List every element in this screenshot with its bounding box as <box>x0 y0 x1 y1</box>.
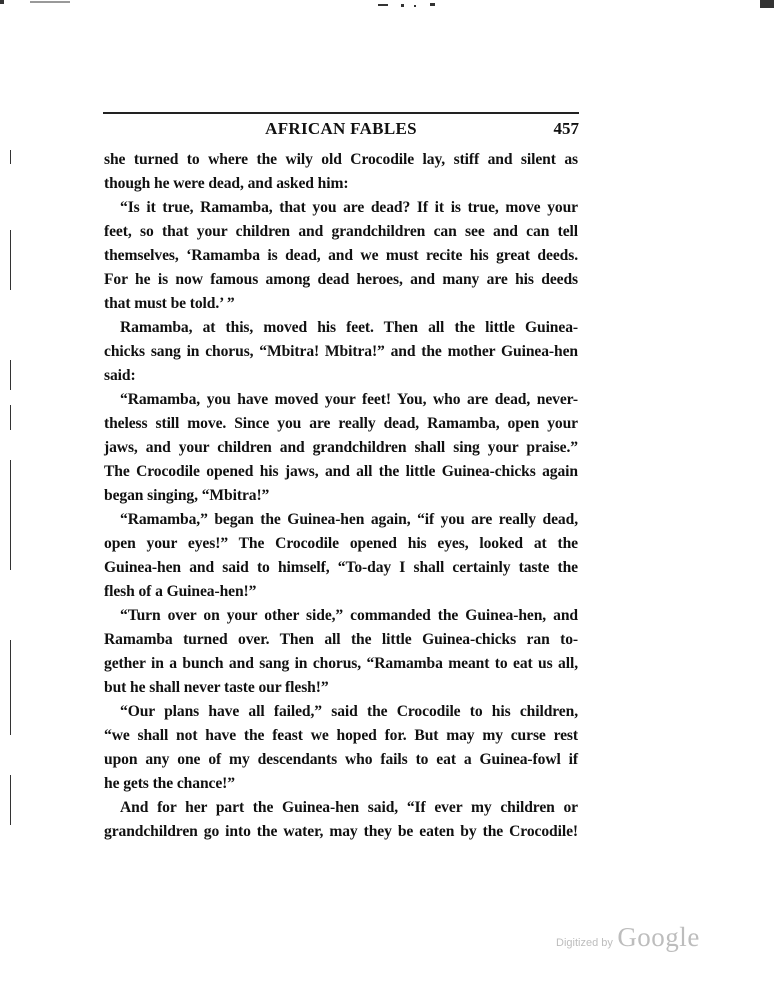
text-line: Guinea-hen and said to himself, “To-day I shall certainly taste the <box>104 559 578 576</box>
paragraph <box>104 796 578 844</box>
scan-artifact <box>0 0 4 4</box>
text-line: that must be told.’ ” <box>104 295 235 312</box>
text-line: “Turn over on your other side,” commanded the Guinea-hen, and <box>120 607 578 624</box>
scan-artifact <box>10 230 11 290</box>
text-line: jaws, and your children and grandchildren shall sing your praise.” <box>104 439 578 456</box>
text-line: theless still move. Since you are really dead, Ramamba, open your <box>104 415 578 432</box>
text-line: flesh of a Guinea-hen!” <box>104 583 257 600</box>
paragraph <box>104 508 578 604</box>
text-line: “Is it true, Ramamba, that you are dead? If it is true, move your <box>120 199 578 216</box>
paragraph <box>104 316 578 388</box>
scan-artifact <box>378 4 388 6</box>
text-line: “we shall not have the feast we hoped for. But may my curse rest <box>104 727 578 744</box>
paragraph <box>104 388 578 508</box>
scan-artifact <box>10 640 11 735</box>
text-line: he gets the chance!” <box>104 775 235 792</box>
text-line: grandchildren go into the water, may they be eaten by the Crocodile! <box>104 823 578 840</box>
text-line: open your eyes!” The Crocodile opened his eyes, looked at the <box>104 535 578 552</box>
watermark-prefix: Digitized by <box>556 937 613 949</box>
text-line: said: <box>104 367 136 384</box>
paragraph <box>104 148 578 196</box>
text-line: chicks sang in chorus, “Mbitra! Mbitra!” and the mother Guinea-hen <box>104 343 578 360</box>
text-line: For he is now famous among dead heroes, and many are his deeds <box>104 271 578 288</box>
scan-artifact <box>10 405 11 430</box>
text-line: Ramamba turned over. Then all the little Guinea-chicks ran to- <box>104 631 578 648</box>
text-line: themselves, ‘Ramamba is dead, and we must recite his great deeds. <box>104 247 578 264</box>
text-line: Ramamba, at this, moved his feet. Then all the little Guinea- <box>120 319 578 336</box>
scan-artifact <box>10 360 11 390</box>
paragraph <box>104 700 578 796</box>
page-body <box>104 148 578 844</box>
digitized-by-google-watermark <box>556 922 700 953</box>
scan-artifact <box>760 0 774 8</box>
text-line: The Crocodile opened his jaws, and all the little Guinea-chicks again <box>104 463 578 480</box>
page-number: 457 <box>553 119 579 138</box>
scan-artifact <box>10 460 11 570</box>
text-line: gether in a bunch and sang in chorus, “Ramamba meant to eat us all, <box>104 655 578 672</box>
text-line: but he shall never taste our flesh!” <box>104 679 329 696</box>
scan-artifact <box>30 1 70 3</box>
text-line: began singing, “Mbitra!” <box>104 487 270 504</box>
scan-artifact <box>401 4 404 7</box>
running-header <box>103 119 579 143</box>
text-line: “Ramamba,” began the Guinea-hen again, “if you are really dead, <box>120 511 578 528</box>
text-line: she turned to where the wily old Crocodile lay, stiff and silent as <box>104 151 578 168</box>
text-line: though he were dead, and asked him: <box>104 175 349 192</box>
scan-artifact <box>414 5 416 7</box>
text-line: feet, so that your children and grandchildren can see and can tell <box>104 223 578 240</box>
text-line: upon any one of my descendants who fails to eat a Guinea-fowl if <box>104 751 578 768</box>
text-line: “Ramamba, you have moved your feet! You, who are dead, never- <box>120 391 578 408</box>
paragraph <box>104 604 578 700</box>
scan-artifact <box>10 150 11 164</box>
scan-artifact <box>10 775 11 825</box>
text-line: And for her part the Guinea-hen said, “If ever my children or <box>120 799 578 816</box>
scan-artifact <box>430 3 435 6</box>
header-rule <box>103 112 579 114</box>
google-logo: Google <box>617 922 700 952</box>
text-line: “Our plans have all failed,” said the Crocodile to his children, <box>120 703 578 720</box>
paragraph <box>104 196 578 316</box>
running-title: AFRICAN FABLES <box>265 119 417 138</box>
